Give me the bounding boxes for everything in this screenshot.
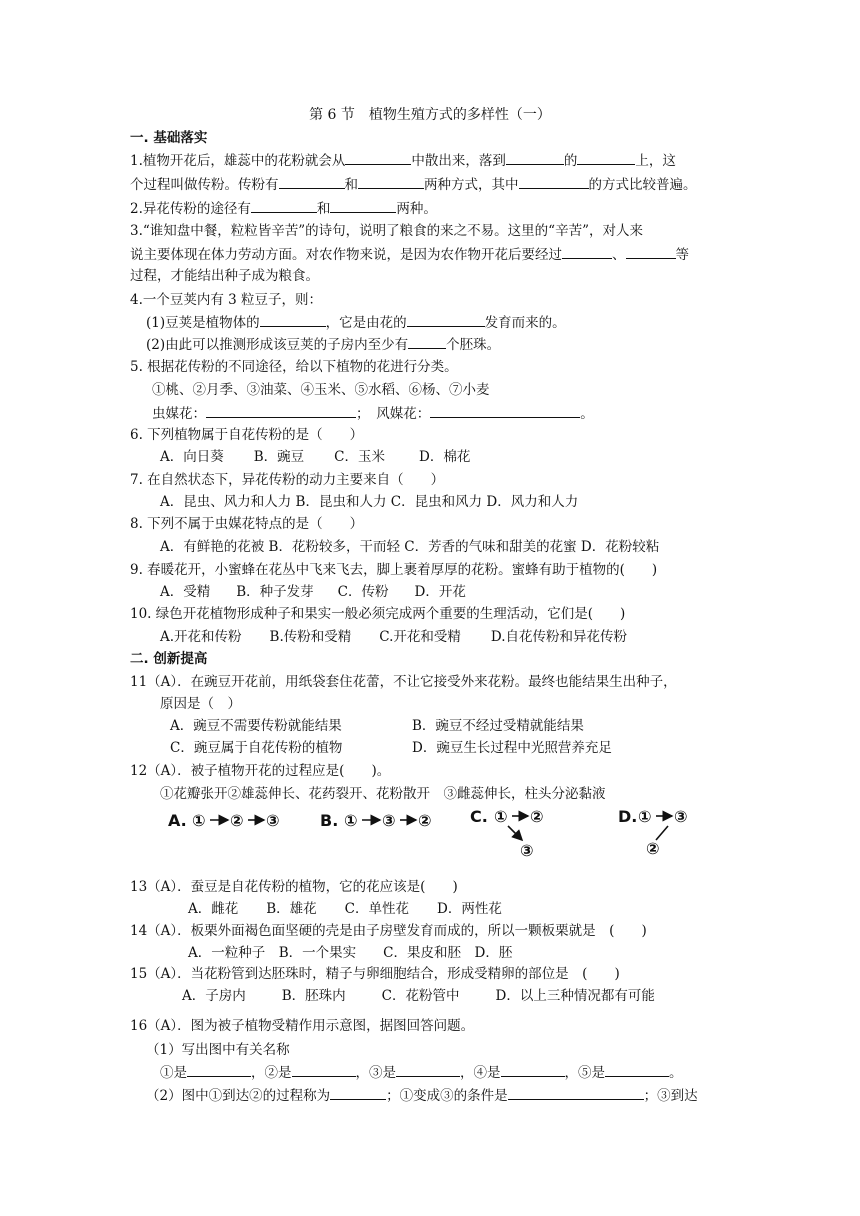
answer-blank[interactable] <box>519 174 589 189</box>
question-16-part-2 <box>146 1085 698 1106</box>
question-12: 12（A）．被子植物开花的过程应是( )。 <box>130 763 391 779</box>
text: ，⑤是 <box>564 1065 605 1081</box>
answer-blank[interactable] <box>407 312 485 327</box>
question-3-line-2 <box>130 244 689 265</box>
answer-blank[interactable] <box>187 1062 251 1077</box>
question-16-part-1: （1）写出图中有关名称 <box>146 1042 290 1058</box>
question-4-part-2 <box>146 334 500 355</box>
question-15: 15（A）．当花粉管到达胚珠时，精子与卵细胞结合，形成受精卵的部位是 ( ) <box>130 966 620 982</box>
text: 、 <box>612 247 626 263</box>
option-c[interactable]: C．豌豆属于自花传粉的植物 <box>170 740 343 756</box>
option-d[interactable]: D．豌豆生长过程中光照营养充足 <box>412 740 612 756</box>
text: 虫媒花： <box>152 406 206 422</box>
question-9: 9. 春暖花开，小蜜蜂在花丛中飞来飞去，脚上裹着厚厚的花粉。蜜蜂有助于植物的( ) <box>130 562 658 578</box>
page-title: 第 6 节 植物生殖方式的多样性（一） <box>309 107 551 123</box>
question-16: 16（A）．图为被子植物受精作用示意图，据图回答问题。 <box>130 1018 475 1034</box>
answer-blank[interactable] <box>508 1085 644 1100</box>
question-12-steps: ①花瓣张开②雄蕊伸长、花药裂开、花粉散开 ③雌蕊伸长，柱头分泌黏液 <box>160 786 606 802</box>
option-b[interactable]: B.传粉和受精 <box>269 629 352 645</box>
option-a[interactable]: A．受精 <box>160 584 211 600</box>
answer-blank[interactable] <box>206 403 356 418</box>
option-c[interactable]: C．单性花 <box>344 901 410 917</box>
option-c[interactable]: C．玉米 <box>334 449 386 465</box>
option-c-label[interactable]: C. <box>470 807 488 826</box>
question-7: 7. 在自然状态下，异花传粉的动力主要来自（ ） <box>130 472 445 488</box>
text: ；①变成③的条件是 <box>386 1088 508 1104</box>
text: 两种方式，其中 <box>424 177 519 193</box>
question-16-part-1-blanks <box>160 1062 683 1083</box>
option-d[interactable]: D．两性花 <box>437 901 502 917</box>
text: 和 <box>316 201 331 217</box>
text: ；③到达 <box>643 1088 698 1104</box>
question-6-options <box>160 447 470 467</box>
option-d[interactable]: D．棉花 <box>419 449 471 465</box>
text: 。 <box>669 1065 683 1081</box>
text: 说主要体现在体力劳动方面。对农作物来说，是因为农作物开花后要经过 <box>130 247 562 263</box>
question-4: 4.一个豆荚内有 3 粒豆子，则： <box>130 292 323 308</box>
answer-blank[interactable] <box>562 244 612 259</box>
answer-blank[interactable] <box>251 198 317 213</box>
text: ，②是 <box>251 1065 292 1081</box>
flow-node: ③ <box>266 811 280 830</box>
text: 的方式比较普遍。 <box>588 177 697 193</box>
answer-blank[interactable] <box>330 1085 386 1100</box>
flow-node: ② <box>418 811 432 830</box>
option-c[interactable]: C.开花和受精 <box>379 629 461 645</box>
text: 中散出来，落到 <box>411 153 506 169</box>
option-d-label[interactable]: D. <box>618 807 638 826</box>
question-10: 10. 绿色开花植物形成种子和果实一般必须完成两个重要的生理活动，它们是( ) <box>130 606 626 622</box>
question-3-line-1: 3.“谁知盘中餐，粒粒皆辛苦”的诗句，说明了粮食的来之不易。这里的“辛苦”，对人来 <box>130 223 643 239</box>
question-2 <box>130 198 437 219</box>
option-d[interactable]: D．开花 <box>414 584 466 600</box>
text: ； 风媒花： <box>356 406 431 422</box>
question-9-options <box>160 582 466 602</box>
flow-svg <box>168 804 728 864</box>
flow-node: ③ <box>674 807 688 826</box>
question-7-options[interactable]: A．昆虫、风力和人力 B．昆虫和人力 C．昆虫和风力 D．风力和人力 <box>160 494 579 510</box>
option-b[interactable]: B．豌豆 <box>253 449 305 465</box>
option-c[interactable]: C．传粉 <box>337 584 389 600</box>
section-advanced-heading: 二. 创新提高 <box>130 651 208 667</box>
option-b[interactable]: B．种子发芽 <box>236 584 314 600</box>
answer-blank[interactable] <box>577 150 635 165</box>
text: 个过程叫做传粉。传粉有 <box>130 177 279 193</box>
option-d[interactable]: D.自花传粉和异花传粉 <box>490 629 628 645</box>
answer-blank[interactable] <box>430 403 580 418</box>
question-11-options-row-1 <box>170 716 584 736</box>
flow-node: ③ <box>382 811 396 830</box>
question-6: 6. 下列植物属于自花传粉的是（ ） <box>130 427 364 443</box>
option-c[interactable]: C．花粉管中 <box>381 988 460 1004</box>
option-b-label[interactable]: B. <box>320 811 339 830</box>
answer-blank[interactable] <box>408 334 446 349</box>
option-b[interactable]: B．豌豆不经过受精就能结果 <box>412 718 584 734</box>
answer-blank[interactable] <box>358 174 424 189</box>
text: 两种。 <box>396 201 437 217</box>
text: (1)豆荚是植物体的 <box>146 315 260 331</box>
text: 的 <box>563 153 578 169</box>
question-5: 5. 根据花传粉的不同途径，给以下植物的花进行分类。 <box>130 359 458 375</box>
flow-node: ① <box>192 811 206 830</box>
answer-blank[interactable] <box>626 244 676 259</box>
option-a[interactable]: A．子房内 <box>182 988 246 1004</box>
question-14: 14（A）．板栗外面褐色面坚硬的壳是由子房壁发育而成的，所以一颗板栗就是 ( ) <box>130 923 647 939</box>
text: 个胚珠。 <box>446 337 501 353</box>
option-a[interactable]: A．向日葵 <box>160 449 224 465</box>
question-11-line-2: 原因是（ ） <box>160 696 241 712</box>
answer-blank[interactable] <box>396 1062 460 1077</box>
question-8-options[interactable]: A．有鲜艳的花被 B．花粉较多，干而轻 C．芳香的气味和甜美的花蜜 D．花粉较粘 <box>160 539 660 555</box>
text: (2)由此可以推测形成该豆荚的子房内至少有 <box>146 337 409 353</box>
answer-blank[interactable] <box>260 312 326 327</box>
question-11-options-row-2 <box>170 738 612 758</box>
text: 等 <box>675 247 689 263</box>
question-5-classify <box>152 403 594 424</box>
text: 。 <box>580 406 594 422</box>
flow-node: ① <box>638 807 652 826</box>
answer-blank[interactable] <box>345 150 411 165</box>
flow-arrow <box>656 826 668 840</box>
option-a-label[interactable]: A. <box>168 811 187 830</box>
question-4-part-1 <box>146 312 566 333</box>
question-1-line-1 <box>130 150 676 171</box>
flow-node: ② <box>230 811 244 830</box>
flow-node: ③ <box>520 841 534 860</box>
question-8: 8. 下列不属于虫媒花特点的是（ ） <box>130 516 364 532</box>
question-13-options <box>188 899 502 919</box>
text: 1.植物开花后，雄蕊中的花粉就会从 <box>130 153 346 169</box>
question-14-options[interactable]: A．一粒种子 B．一个果实 C．果皮和胚 D．胚 <box>188 945 513 961</box>
text: 2.异花传粉的途径有 <box>130 201 251 217</box>
option-d[interactable]: D．以上三种情况都有可能 <box>495 988 655 1004</box>
text: ，④是 <box>460 1065 501 1081</box>
flow-node: ① <box>344 811 358 830</box>
flow-node: ② <box>646 839 660 858</box>
option-a[interactable]: A.开花和传粉 <box>160 629 242 645</box>
question-12-options-diagram <box>168 804 728 864</box>
answer-blank[interactable] <box>501 1062 565 1077</box>
text: ，它是由花的 <box>325 315 407 331</box>
answer-blank[interactable] <box>292 1062 356 1077</box>
answer-blank[interactable] <box>330 198 396 213</box>
question-5-plants: ①桃、②月季、③油菜、④玉米、⑤水稻、⑥杨、⑦小麦 <box>152 382 490 398</box>
text: ①是 <box>160 1065 187 1081</box>
option-b[interactable]: B．雄花 <box>266 901 317 917</box>
question-13: 13（A）．蚕豆是自花传粉的植物，它的花应该是( ) <box>130 879 458 895</box>
question-10-options <box>160 627 627 647</box>
section-basics-heading: 一. 基础落实 <box>130 130 208 146</box>
text: 和 <box>344 177 358 193</box>
text: 上，这 <box>635 153 676 169</box>
question-3-line-3: 过程，才能结出种子成为粮食。 <box>130 268 319 284</box>
flow-node: ② <box>530 807 544 826</box>
text: 发育而来的。 <box>484 315 566 331</box>
answer-blank[interactable] <box>506 150 564 165</box>
text: （2）图中①到达②的过程称为 <box>146 1088 331 1104</box>
question-1-line-2 <box>130 174 697 195</box>
question-15-options <box>182 986 655 1006</box>
answer-blank[interactable] <box>605 1062 669 1077</box>
answer-blank[interactable] <box>279 174 345 189</box>
option-b[interactable]: B．胚珠内 <box>281 988 346 1004</box>
question-11-line-1: 11（A）．在豌豆开花前，用纸袋套住花蕾，不让它接受外来花粉。最终也能结果生出种子， <box>130 674 677 690</box>
flow-arrow <box>508 826 522 840</box>
flow-node: ① <box>494 807 508 826</box>
text: ，③是 <box>355 1065 396 1081</box>
option-a[interactable]: A．豌豆不需要传粉就能结果 <box>170 718 342 734</box>
option-a[interactable]: A．雌花 <box>188 901 239 917</box>
